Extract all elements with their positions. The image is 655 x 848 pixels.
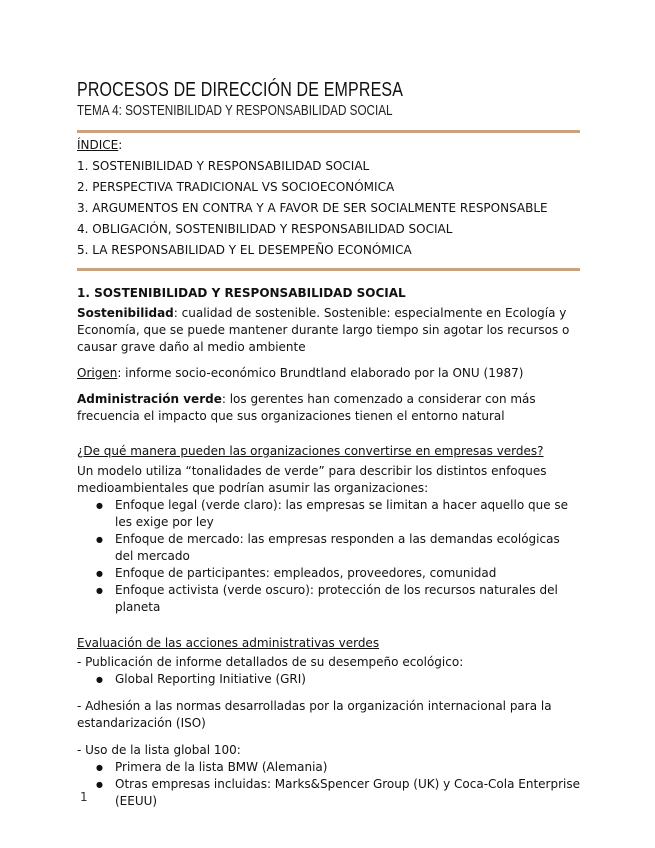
list-item: ● Enfoque de participantes: empleados, proveedores, comunidad (115, 565, 580, 582)
global-list-text: - Uso de la lista global 100: (77, 743, 241, 757)
list-item: ● Enfoque de mercado: las empresas responden a las demandas ecológicas del mercado (115, 531, 580, 565)
sostenibilidad-definition: : cualidad de sostenible. Sostenible: especialmente en Ecología y Economía, que se puede mantener durante largo tiempo sin agotar los recursos o causar grave daño al medio ambiente (77, 306, 570, 354)
index-section: ÍNDICE: 1. SOSTENIBILIDAD Y RESPONSABILIDAD SOCIAL 2. PERSPECTIVA TRADICIONAL VS SOCIOECONÓMICA 3. ARGUMENTOS EN CONTRA Y A FAVOR DE SER SOCIALMENTE RESPONSABLE 4. OBLIGACIÓN, SOSTENIBILIDAD Y RESPONSABILIDAD SOCIAL 5. LA RESPONSABILIDAD Y EL DESEMPEÑO ECONÓMICA (77, 135, 580, 261)
index-item: 4. OBLIGACIÓN, SOSTENIBILIDAD Y RESPONSABILIDAD SOCIAL (77, 222, 453, 236)
index-item: 1. SOSTENIBILIDAD Y RESPONSABILIDAD SOCIAL (77, 159, 370, 173)
sostenibilidad-paragraph (77, 305, 580, 356)
document-page (77, 78, 580, 810)
enfoques-list (77, 497, 580, 616)
page-number: 1 (80, 790, 88, 804)
sostenibilidad-term: Sostenibilidad (77, 306, 174, 320)
origen-paragraph (77, 365, 580, 382)
admin-verde-paragraph (77, 391, 580, 425)
publication-list (77, 671, 580, 688)
question-heading: ¿De qué manera pueden las organizaciones convertirse en empresas verdes? (77, 444, 544, 458)
origen-definition: : informe socio-económico Brundtland elaborado por la ONU (1987) (117, 366, 524, 380)
document-title: PROCESOS DE DIRECCIÓN DE EMPRESA (77, 79, 404, 101)
origen-term: Origen (77, 366, 118, 380)
list-item: ● Enfoque legal (verde claro): las empresas se limitan a hacer aquello que se les exige por ley (115, 497, 580, 531)
list-item: ● Global Reporting Initiative (GRI) (115, 671, 580, 688)
admin-verde-term: Administración verde (77, 392, 222, 406)
list-item: ● Primera de la lista BMW (Alemania) (115, 759, 580, 776)
divider-top (77, 130, 580, 133)
index-item: 5. LA RESPONSABILIDAD Y EL DESEMPEÑO ECONÓMICA (77, 243, 412, 257)
adhesion-text: - Adhesión a las normas desarrolladas por la organización internacional para la estandarización (ISO) (77, 699, 552, 730)
divider-bottom (77, 268, 580, 271)
evaluation-heading: Evaluación de las acciones administrativas verdes (77, 636, 380, 650)
global-list (77, 759, 580, 810)
document-subtitle: TEMA 4: SOSTENIBILIDAD Y RESPONSABILIDAD SOCIAL (77, 102, 393, 119)
model-intro: Un modelo utiliza “tonalidades de verde” para describir los distintos enfoques medioambientales que podrían asumir las organizaciones: (77, 464, 547, 495)
section-title: 1. SOSTENIBILIDAD Y RESPONSABILIDAD SOCIAL (77, 286, 406, 300)
index-heading: ÍNDICE (77, 138, 119, 152)
list-item: ● Enfoque activista (verde oscuro): protección de los recursos naturales del planeta (115, 582, 580, 616)
publication-text: - Publicación de informe detallados de su desempeño ecológico: (77, 655, 464, 669)
list-item: ● Otras empresas incluidas: Marks&Spencer Group (UK) y Coca-Cola Enterprise (EEUU) (115, 776, 580, 810)
index-item: 2. PERSPECTIVA TRADICIONAL VS SOCIOECONÓMICA (77, 180, 395, 194)
index-item: 3. ARGUMENTOS EN CONTRA Y A FAVOR DE SER SOCIALMENTE RESPONSABLE (77, 201, 548, 215)
admin-verde-definition: : los gerentes han comenzado a considerar con más frecuencia el impacto que sus organizaciones tienen el entorno natural (77, 392, 536, 423)
